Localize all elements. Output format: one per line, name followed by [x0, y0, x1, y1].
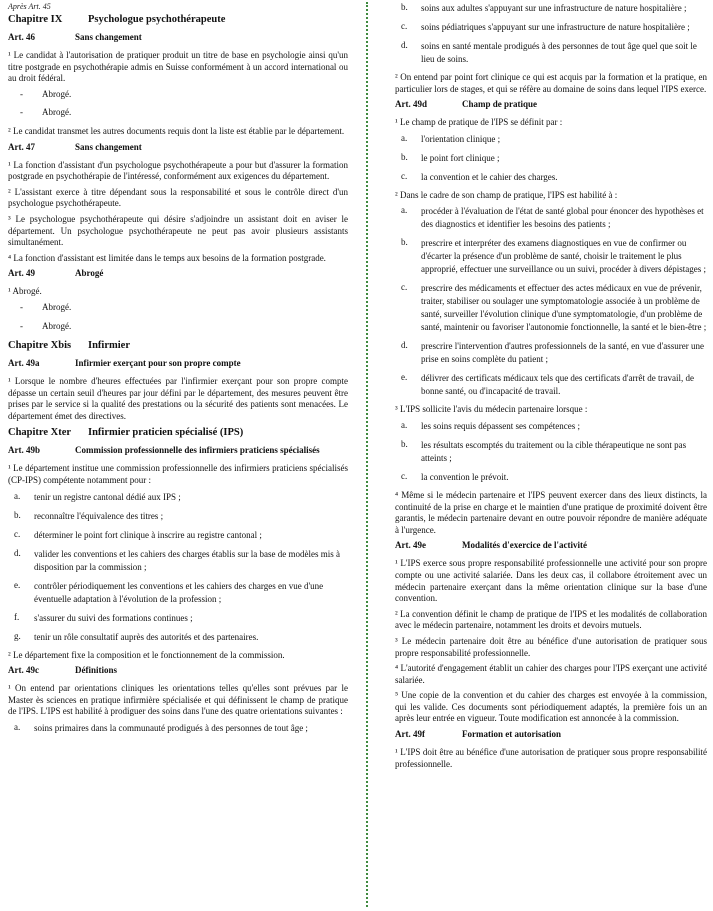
- list-item-text: tenir un rôle consultatif auprès des autorités et des partenaires.: [34, 631, 259, 642]
- article-heading: [8, 445, 348, 456]
- dash-item-text: Abrogé.: [42, 88, 72, 99]
- list-letter: c.: [14, 528, 21, 539]
- article-heading: [395, 540, 707, 551]
- list-item-text: soins aux adultes s'appuyant sur une infrastructure de nature hospitalière ;: [421, 3, 687, 13]
- list-letter: b.: [401, 2, 408, 12]
- list-letter: d.: [401, 340, 408, 351]
- column-divider: [366, 2, 368, 907]
- list-item: [395, 2, 707, 15]
- dash-marker: -: [20, 320, 23, 331]
- list-letter: c.: [401, 282, 408, 293]
- list-item-text: la convention et le cahier des charges.: [421, 171, 558, 182]
- article-title: Formation et autorisation: [462, 729, 561, 740]
- list-item: [395, 21, 707, 34]
- list-item-text: délivrer des certificats médicaux tels que des certificats d'arrêt de travail, de bonne santé, ou d'incapacité de travail.: [421, 373, 694, 397]
- list-item-text: prescrire et interpréter des examens diagnostiques en vue de confirmer ou d'écarter la présence d'un problème de santé, choisir le traitement le plus approprié, effectuer une surveillance ou un suivi, procéder à divers dépistages ;: [421, 238, 706, 275]
- article-heading: [8, 142, 348, 153]
- list-item-text: prescrire l'intervention d'autres professionnels de la santé, en vue d'assurer une prise en soins complète du patient ;: [421, 341, 705, 365]
- list-item: [395, 40, 707, 66]
- list-item: [395, 205, 707, 231]
- list-item: [395, 439, 707, 465]
- dash-item: [8, 321, 348, 333]
- dash-marker: -: [20, 107, 23, 118]
- dash-item: [8, 107, 348, 119]
- list-item: [395, 372, 707, 398]
- after-article-note: Après Art. 45: [8, 2, 51, 11]
- paragraph: ³ Le médecin partenaire doit être au bénéfice d'une autorisation de pratiquer sous propre responsabilité professionnelle.: [395, 635, 707, 658]
- paragraph: ² On entend par point fort clinique ce qui est acquis par la formation et la pratique, en particulier lors de stages, et qui se réfère au domaine de soins dans lequel l'IPS exerce.: [395, 72, 707, 94]
- paragraph: ⁴ Même si le médecin partenaire et l'IPS peuvent exercer dans des lieux distincts, la continuité de la prise en charge et le maintien d'une pratique de proximité doivent être garantis, le médecin partenaire devant en outre pouvoir répondre de manière adéquate à l'urgence.: [395, 489, 707, 535]
- paragraph: ¹ Le champ de pratique de l'IPS se définit par :: [395, 117, 563, 128]
- list-item: [8, 529, 348, 542]
- paragraph: ¹ L'IPS exerce sous propre responsabilité professionnelle une activité pour son propre compte ou une activité salariée. Dans les deux cas, il collabore étroitement avec un médecin partenaire exerçant dans la même orientation clinique sur la base d'une convention.: [395, 558, 707, 604]
- list-item-text: valider les conventions et les cahiers des charges établis sur la base de modèles mis à disposition par la commission ;: [34, 548, 340, 572]
- list-letter: e.: [401, 372, 408, 383]
- paragraph: ² Le candidat transmet les autres documents requis dont la liste est établie par le département.: [8, 125, 345, 136]
- list-letter: b.: [401, 438, 408, 449]
- paragraph: ⁴ L'autorité d'engagement établit un cahier des charges pour l'IPS exerçant une activité salariée.: [395, 663, 707, 685]
- chapter-title: Psychologue psychothérapeute: [88, 14, 226, 25]
- list-item-text: procéder à l'évaluation de l'état de santé global pour énoncer des hypothèses et des diagnostics et identifier les besoins des patients ;: [421, 206, 704, 230]
- article-number: Art. 49b: [8, 445, 40, 456]
- list-item: [395, 171, 707, 184]
- paragraph: ² Le département fixe la composition et le fonctionnement de la commission.: [8, 649, 285, 660]
- paragraph: ² La convention définit le champ de pratique de l'IPS et les modalités de collaboration avec le médecin partenaire, notamment les droits et devoirs mutuels.: [395, 608, 707, 631]
- paragraph: ¹ On entend par orientations cliniques les orientations telles qu'elles sont prévues par le Master ès sciences en pratique infirmière spécialisée et qui définissent le champ de pratique de l'IPS. L'IPS est habilité à prodiguer des soins dans l'une des quatre orientations suivantes :: [8, 683, 348, 717]
- list-letter: c.: [401, 21, 408, 31]
- left-column: [8, 2, 348, 741]
- list-item-text: les résultats escomptés du traitement ou la cible thérapeutique ne sont pas atteints ;: [421, 439, 687, 463]
- article-number: Art. 49: [8, 268, 35, 279]
- list-item: [8, 612, 348, 625]
- article-number: Art. 47: [8, 141, 35, 152]
- chapter-heading: [8, 426, 348, 439]
- list-item-text: soins primaires dans la communauté prodigués à des personnes de tout âge ;: [34, 723, 308, 734]
- chapter-heading: [8, 339, 348, 352]
- chapter-title: Infirmier praticien spécialisé (IPS): [88, 427, 244, 439]
- article-title: Sans changement: [75, 141, 142, 152]
- right-column: [395, 2, 707, 774]
- list-letter: e.: [14, 579, 21, 590]
- list-letter: a.: [401, 419, 408, 430]
- dash-marker: -: [20, 301, 23, 312]
- list-item: [395, 237, 707, 276]
- list-letter: b.: [401, 151, 408, 162]
- article-title: Infirmier exerçant pour son propre compte: [75, 358, 241, 369]
- list-item: [395, 133, 707, 146]
- paragraph: ⁵ Une copie de la convention et du cahier des charges est envoyée à la commission, qui les valide. Ces documents sont périodiquement adaptés, la première fois un an après leur entrée en vigueur. Toute modification est annoncée à la commission.: [395, 690, 707, 724]
- list-item: [395, 152, 707, 165]
- list-letter: f.: [14, 611, 20, 622]
- chapter-number: Chapitre Xbis: [8, 340, 72, 352]
- list-letter: d.: [14, 547, 21, 558]
- paragraph: ² L'assistant exerce à titre dépendant sous la responsabilité et sous le contrôle direct d'un psychologue psychothérapeute.: [8, 186, 348, 209]
- list-letter: d.: [401, 40, 408, 50]
- dash-item-text: Abrogé.: [42, 107, 72, 118]
- list-item-text: prescrire des médicaments et effectuer des actes médicaux en vue de prévenir, traiter, stabiliser ou soulager une symptomatologie associée à un problème de santé, surveiller l'évolution clinique d'une symptomatologie, d'un problème de santé, maintenir ou favoriser l'autonomie fonctionnelle, la santé et le bien-être ;: [421, 283, 707, 333]
- list-item: [8, 510, 348, 523]
- list-letter: a.: [14, 722, 21, 733]
- chapter-number: Chapitre IX: [8, 14, 63, 25]
- article-heading: [8, 665, 348, 676]
- list-letter: a.: [401, 132, 408, 143]
- list-letter: a.: [14, 490, 21, 501]
- paragraph: ⁴ La fonction d'assistant est limitée dans le temps aux besoins de la formation postgrade.: [8, 252, 326, 263]
- list-item: [395, 420, 707, 433]
- list-item-text: tenir un registre cantonal dédié aux IPS ;: [34, 491, 181, 502]
- list-item: [395, 340, 707, 366]
- list-item-text: la convention le prévoit.: [421, 471, 509, 482]
- article-heading: [8, 268, 348, 279]
- list-item: [8, 548, 348, 574]
- paragraph: ¹ L'IPS doit être au bénéfice d'une autorisation de pratiquer sous propre responsabilité professionnelle.: [395, 747, 707, 769]
- dash-item-text: Abrogé.: [42, 301, 72, 312]
- paragraph: ¹ Lorsque le nombre d'heures effectuées par l'infirmier exerçant pour son propre compte dépasse un certain seuil d'heures par jour défini par le département, des mesures peuvent être prises par le service si la qualité des prestations ou la sécurité des patients sont menacées. Le département émet des directives.: [8, 376, 348, 421]
- article-heading: [395, 729, 707, 740]
- article-number: Art. 49d: [395, 99, 427, 110]
- dash-item: [8, 89, 348, 101]
- list-letter: b.: [401, 237, 408, 248]
- article-title: Champ de pratique: [462, 99, 538, 110]
- article-title: Modalités d'exercice de l'activité: [462, 540, 588, 551]
- list-item: [8, 722, 348, 735]
- list-letter: g.: [14, 630, 21, 641]
- list-item: [8, 631, 348, 644]
- paragraph: ¹ Abrogé.: [8, 286, 42, 297]
- article-title: Commission professionnelle des infirmiers praticiens spécialisés: [75, 445, 320, 456]
- list-item-text: l'orientation clinique ;: [421, 133, 501, 144]
- list-item: [395, 282, 707, 334]
- list-item-text: reconnaître l'équivalence des titres ;: [34, 510, 164, 521]
- article-number: Art. 49f: [395, 729, 425, 740]
- list-letter: a.: [401, 205, 408, 216]
- paragraph: ³ Le psychologue psychothérapeute qui désire s'adjoindre un assistant doit en aviser le département. Un psychologue psychothérapeute ne peut pas avoir plusieurs assistants simultanément.: [8, 213, 348, 248]
- chapter-heading: [8, 13, 348, 26]
- paragraph: ³ L'IPS sollicite l'avis du médecin partenaire lorsque :: [395, 404, 588, 415]
- paragraph: ¹ Le département institue une commission professionnelle des infirmiers praticiens spécialisés (CP-IPS) compétente notamment pour :: [8, 463, 348, 486]
- list-item-text: le point fort clinique ;: [421, 152, 500, 163]
- article-heading: [8, 32, 348, 43]
- article-number: Art. 49e: [395, 540, 426, 551]
- article-number: Art. 49c: [8, 665, 39, 676]
- list-item: [8, 491, 348, 504]
- list-letter: c.: [401, 170, 408, 181]
- list-item-text: contrôler périodiquement les conventions et les cahiers des charges en vue d'une éventuelle adaptation à l'évolution de la profession ;: [34, 580, 324, 604]
- dash-marker: -: [20, 88, 23, 99]
- article-heading: [8, 358, 348, 369]
- paragraph: ² Dans le cadre de son champ de pratique, l'IPS est habilité à :: [395, 189, 618, 200]
- list-item-text: soins pédiatriques s'appuyant sur une infrastructure de nature hospitalière ;: [421, 22, 690, 32]
- article-title: Définitions: [75, 665, 118, 676]
- article-number: Art. 46: [8, 32, 35, 42]
- list-item-text: déterminer le point fort clinique à inscrire au registre cantonal ;: [34, 529, 262, 540]
- paragraph: ¹ La fonction d'assistant d'un psychologue psychothérapeute a pour but d'assurer la formation postgrade en psychothérapie de l'intéressé, conformément aux exigences du département.: [8, 159, 348, 182]
- paragraph: ¹ Le candidat à l'autorisation de pratiquer produit un titre de base en psychologie ainsi qu'un titre postgrade en psychothérapie admis en Suisse conformément à un accord international ou au droit fédéral.: [8, 50, 348, 84]
- article-number: Art. 49a: [8, 358, 40, 369]
- chapter-title: Infirmier: [88, 340, 130, 352]
- list-item-text: s'assurer du suivi des formations continues ;: [34, 612, 193, 623]
- article-title: Abrogé: [75, 268, 104, 279]
- list-item-text: soins en santé mentale prodigués à des personnes de tout âge quel que soit le lieu de soins.: [421, 41, 697, 64]
- dash-item: [8, 302, 348, 314]
- dash-item-text: Abrogé.: [42, 320, 72, 331]
- list-item: [8, 580, 348, 606]
- list-letter: b.: [14, 509, 21, 520]
- list-item: [395, 471, 707, 484]
- article-heading: [395, 99, 707, 110]
- list-letter: c.: [401, 470, 408, 481]
- chapter-number: Chapitre Xter: [8, 427, 72, 439]
- article-title: Sans changement: [75, 32, 142, 42]
- list-item-text: les soins requis dépassent ses compétences ;: [421, 420, 580, 431]
